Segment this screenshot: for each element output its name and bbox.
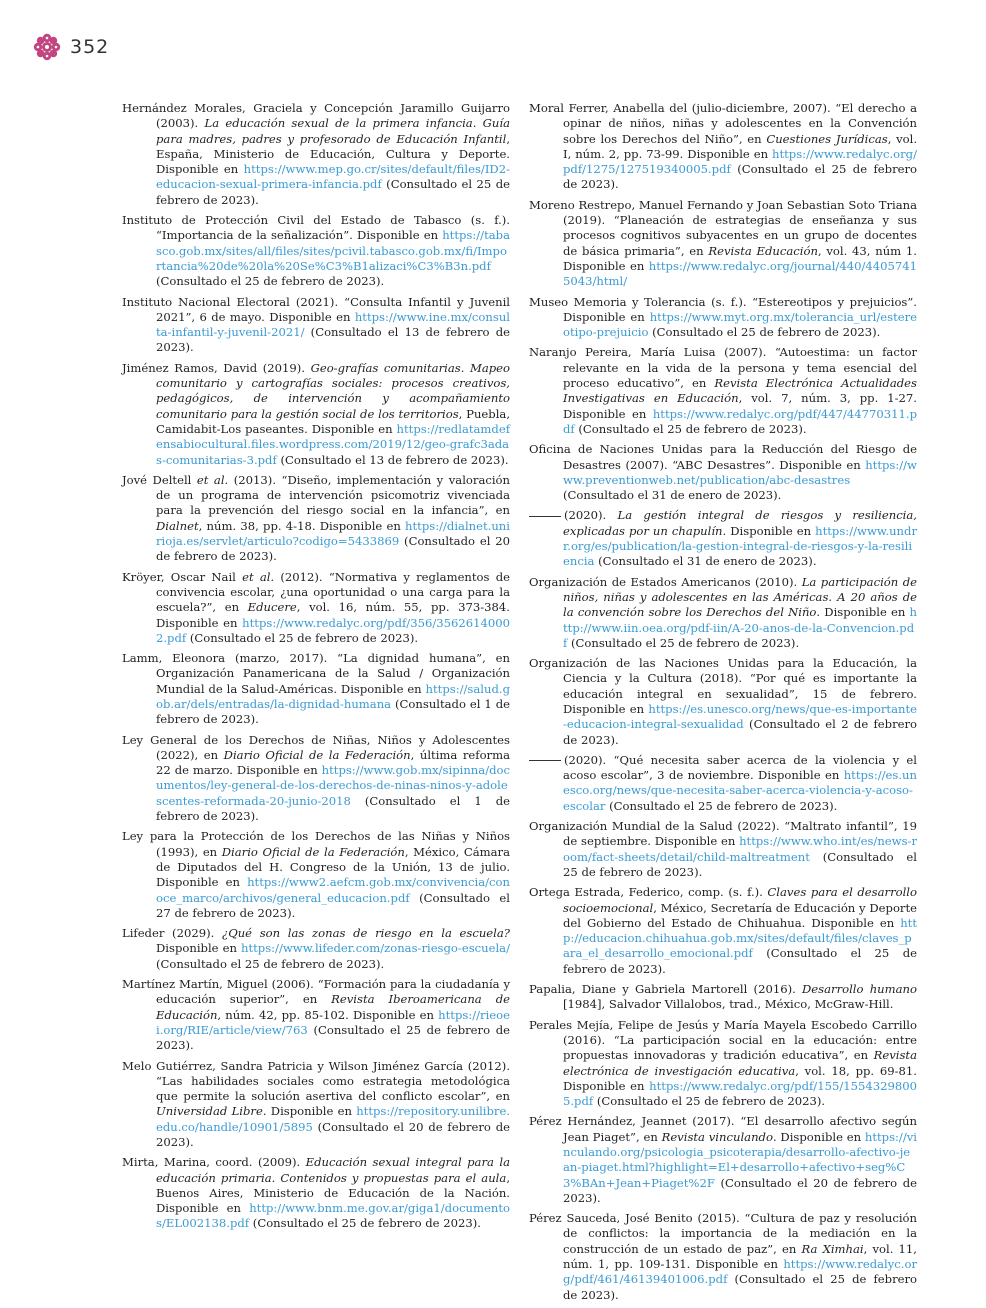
lotus-ornament-icon (32, 32, 62, 62)
reference-text: (Consultado el 31 de enero de 2023). (594, 554, 817, 569)
reference-text: (Consultado el 25 de febrero de 2023). (567, 635, 800, 650)
reference-url-link[interactable]: https://www.myt.org.mx/tolerancia_url/estereotipo-prejuicio (563, 309, 917, 340)
reference-italic-title: Claves para el desarrollo socioemocional (563, 885, 917, 915)
reference-text: (Consultado el 27 de febrero de 2023). (156, 890, 510, 920)
reference-text: Hernández Morales, Graciela y Concepción Jaramillo Guijarro (2003). (122, 101, 510, 131)
reference-text: , México, Cámara de Diputados del H. Congreso de la Unión, 13 de julio. Disponible en (156, 844, 510, 890)
reference-text: Ley General de los Derechos de Niñas, Niños y Adolescentes (2022), en (122, 732, 510, 762)
reference-entry (122, 829, 510, 921)
reference-text: , vol. I, núm. 2, pp. 73-99. Disponible en (563, 131, 918, 161)
reference-url-link[interactable]: https://www.mep.go.cr/sites/default/files/ID2-educacion-sexual-primera-infancia.pdf (156, 162, 510, 192)
reference-text: Moral Ferrer, Anabella del (julio-diciembre, 2007). “El derecho a opinar de niños, niñas y adolescentes en la Convención sobre los Derechos del Niño”, en (529, 101, 917, 146)
reference-text: Disponible en (156, 941, 241, 956)
reference-text: Lifeder (2029). (122, 926, 222, 941)
reference-entry (529, 101, 917, 193)
reference-text: (2020). (564, 508, 618, 523)
reference-text: (Consultado el 25 de febrero de 2023). (574, 421, 807, 436)
reference-entry (122, 733, 510, 825)
reference-url-link[interactable]: http://educacion.chihuahua.gob.mx/sites/default/files/claves_para_el_desarrollo_emocional.pdf (563, 915, 917, 961)
reference-entry (529, 508, 917, 569)
reference-italic-title: Geo-grafías comunitarias. Mapeo comunitario y cartografías sociales: procesos creativos, pedagógicos, de intervención y acompañamiento comunitario para la gestión social de los territorios (156, 360, 510, 421)
reference-text: , vol. 11, núm. 1, pp. 109-131. Disponible en (563, 1241, 917, 1272)
reference-entry (122, 473, 510, 565)
reference-entry (529, 1018, 917, 1110)
reference-italic-title: Revista Educación (708, 243, 818, 258)
reference-text: (Consultado el 25 de febrero de 2023). (593, 1094, 826, 1109)
reference-italic-title: Revista Iberoamericana de Educación (156, 992, 510, 1022)
reference-italic-title: La gestión integral de riesgos y resiliencia, explicadas por un chapulín (563, 508, 917, 538)
reference-url-link[interactable]: https://redlatamdefensabiocultural.files.wordpress.com/2019/12/geo-grafc3adas-comunitarias-3.pdf (156, 421, 510, 467)
reference-italic-title: et al. (242, 569, 275, 584)
reference-entry (529, 345, 917, 437)
reference-entry (529, 295, 917, 341)
reference-url-link[interactable]: https://www.redalyc.org/pdf/356/35626140002.pdf (156, 615, 510, 645)
reference-text: (Consultado el 25 de febrero de 2023). (156, 274, 385, 289)
reference-italic-title: Ra Ximhai (801, 1241, 864, 1256)
reference-text: Kröyer, Oscar Nail (122, 569, 243, 584)
reference-text: [1984], Salvador Villalobos, trad., México, McGraw-Hill. (563, 997, 894, 1012)
reference-text: , última reforma 22 de marzo. Disponible en (156, 747, 510, 778)
reference-text: , vol. 43, núm 1. Disponible en (563, 243, 917, 273)
reference-text: (Consultado el 25 de febrero de 2023). (563, 162, 917, 192)
reference-entry (122, 101, 510, 208)
reference-url-link[interactable]: http://www.bnm.me.gov.ar/giga1/documentos/EL002138.pdf (156, 1201, 510, 1231)
reference-url-link[interactable]: https://www.preventionweb.net/publication/abc-desastres (563, 457, 917, 487)
reference-text: , vol. 16, núm. 55, pp. 373-384. Disponible en (156, 600, 510, 630)
reference-url-link[interactable]: https://dialnet.unirioja.es/servlet/articulo?codigo=5433869 (156, 518, 510, 549)
reference-text: Museo Memoria y Tolerancia (s. f.). “Estereotipos y prejuicios”. Disponible en (529, 294, 917, 324)
reference-entry (122, 926, 510, 972)
reference-entry (529, 885, 917, 977)
reference-url-link[interactable]: https://www.lifeder.com/zonas-riesgo-escuela/ (240, 941, 510, 956)
reference-url-link[interactable]: https://www.redalyc.org/pdf/155/15543298005.pdf (563, 1078, 917, 1109)
reference-text: Ley para la Protección de los Derechos de las Niñas y Niños (1993), en (122, 829, 510, 859)
reference-url-link[interactable]: https://www.redalyc.org/pdf/447/44770311.pdf (563, 406, 917, 436)
reference-italic-title: Cuestiones Jurídicas (766, 131, 888, 146)
references-column-left (122, 101, 510, 1237)
reference-entry (122, 1155, 510, 1231)
reference-text: , núm. 38, pp. 4-18. Disponible en (198, 518, 406, 533)
reference-text: (Consultado el 20 de febrero de 2023). (156, 1119, 510, 1149)
reference-italic-title: Revista vinculando (661, 1129, 773, 1144)
reference-text: , vol. 7, núm. 3, pp. 1-27. Disponible en (563, 391, 917, 421)
reference-italic-title: ¿Qué son las zonas de riesgo en la escuela? (221, 926, 510, 941)
reference-url-link[interactable]: https://www.undrr.org/es/publication/la-gestion-integral-de-riesgos-y-la-resiliencia (563, 523, 917, 569)
reference-text: , vol. 18, pp. 69-81. Disponible en (563, 1063, 917, 1093)
reference-italic-title: Educere (247, 600, 297, 615)
reference-text: (Consultado el 25 de febrero de 2023). (186, 630, 419, 645)
reference-text: (Consultado el 25 de febrero de 2023). (648, 325, 881, 340)
reference-text: (2013). “Diseño, implementación y valoración de un programa de intervención psicomotriz vivenciada para la prevención del riesgo social en la infancia”, en (156, 472, 511, 518)
reference-text: , España, Ministerio de Educación, Cultura y Deporte. Disponible en (156, 131, 510, 177)
reference-url-link[interactable]: https://repository.unilibre.edu.co/handle/10901/5895 (156, 1104, 510, 1134)
page-number: 352 (70, 36, 110, 58)
reference-text: Martínez Martín, Miguel (2006). “Formación para la ciudadanía y educación superior”, en (122, 977, 510, 1007)
reference-text: (Consultado el 25 de febrero de 2023). (156, 177, 510, 207)
reference-entry (122, 213, 510, 289)
reference-text: Mirta, Marina, coord. (2009). (122, 1155, 306, 1170)
reference-text: Papalia, Diane y Gabriela Martorell (2016). (529, 982, 803, 997)
reference-entry (122, 295, 510, 356)
reference-text: (Consultado el 13 de febrero de 2023). (156, 325, 510, 355)
references-column-right (529, 101, 917, 1308)
reference-italic-title: Diario Oficial de la Federación (223, 747, 411, 762)
reference-text: (2012). “Normativa y reglamentos de convivencia escolar, ¿una oportunidad o una carga para la escuela?”, en (156, 569, 510, 615)
reference-url-link[interactable]: https://www.redalyc.org/pdf/461/46139401006.pdf (563, 1257, 917, 1287)
reference-text: . Disponible en (722, 523, 816, 538)
reference-text: . Disponible en (262, 1104, 357, 1119)
reference-italic-title: Educación sexual integral para la educación primaria. Contenidos y propuestas para el aula (156, 1155, 510, 1185)
reference-text: , México, Secretaría de Educación y Deporte del Gobierno del Estado de Chihuahua. Disponible en (563, 900, 917, 930)
reference-text: (Consultado el 1 de febrero de 2023). (156, 793, 510, 824)
reference-text: (Consultado el 20 de febrero de 2023). (156, 534, 510, 564)
reference-entry (529, 656, 917, 748)
reference-italic-title: Desarrollo humano (802, 982, 918, 997)
reference-text: Oficina de Naciones Unidas para la Reducción del Riesgo de Desastres (2007). “ABC Desastres”. Disponible en (529, 442, 917, 472)
reference-text: (Consultado el 25 de febrero de 2023). (563, 849, 917, 879)
reference-entry (529, 982, 917, 1013)
reference-url-link[interactable]: https://rieoei.org/RIE/article/view/763 (156, 1007, 510, 1037)
reference-entry (122, 651, 510, 727)
reference-text: . Disponible en (772, 1129, 865, 1144)
reference-entry (529, 1114, 917, 1206)
reference-text: Moreno Restrepo, Manuel Fernando y Joan Sebastian Soto Triana (2019). “Planeación de estrategias de enseñanza y sus procesos cognitivos subyacentes en un grupo de docentes de básica primaria”, en (529, 197, 917, 258)
reference-text: Naranjo Pereira, María Luisa (2007). “Autoestima: un factor relevante en la vida de la persona y tema esencial del proceso educativo”, en (529, 345, 917, 391)
reference-text: Instituto Nacional Electoral (2021). “Consulta Infantil y Juvenil 2021”, 6 de mayo. Disponible en (122, 294, 510, 324)
reference-text: (Consultado el 25 de febrero de 2023). (605, 798, 838, 813)
reference-entry (529, 1211, 917, 1303)
reference-text: (Consultado el 2 de febrero de 2023). (563, 717, 917, 747)
reference-italic-title: La participación de niños, niñas y adolescentes en las Américas. A 20 años de la convención sobre los Derechos del Niño (563, 574, 917, 620)
reference-text: Melo Gutiérrez, Sandra Patricia y Wilson Jiménez García (2012). “Las habilidades sociales como estrategia metodológica que permite la solución asertiva del conflicto escolar”, en (122, 1058, 510, 1104)
reference-url-link[interactable]: https://www.who.int/es/news-room/fact-sheets/detail/child-maltreatment (563, 834, 917, 864)
reference-url-link[interactable]: https://www.redalyc.org/pdf/1275/127519340005.pdf (563, 146, 917, 177)
reference-text: Jové Deltell (122, 472, 197, 487)
reference-url-link[interactable]: https://www.ine.mx/consulta-infantil-y-juvenil-2021/ (156, 309, 510, 340)
reference-entry (122, 977, 510, 1053)
reference-italic-title: Universidad Libre (156, 1104, 263, 1119)
reference-text: Pérez Sauceda, José Benito (2015). “Cultura de paz y resolución de conflictos: la importancia de la mediación en la construcción de un estado de paz”, en (529, 1211, 917, 1256)
reference-entry (122, 1059, 510, 1151)
reference-text: Organización Mundial de la Salud (2022). “Maltrato infantil”, 19 de septiembre. Disponible en (529, 819, 917, 849)
reference-text: (Consultado el 1 de febrero de 2023). (156, 696, 510, 727)
reference-text: Organización de Estados Americanos (2010). (529, 574, 802, 589)
reference-italic-title: Revista Electrónica Actualidades Investigativas en Educación (563, 376, 917, 406)
reference-text: (Consultado el 25 de febrero de 2023). (156, 1022, 510, 1053)
reference-text: Pérez Hernández, Jeannet (2017). “El desarrollo afectivo según Jean Piaget”, en (529, 1114, 917, 1144)
reference-entry (529, 819, 917, 880)
reference-italic-title: La educación sexual de la primera infancia. Guía para madres, padres y profesorado de Educación Infantil (156, 116, 510, 146)
reference-italic-title: Dialnet (156, 518, 199, 533)
reference-text: Perales Mejía, Felipe de Jesús y María Mayela Escobedo Carrillo (2016). “La participación social en la educación: entre propuestas innovadoras y tradición educativa”, en (529, 1017, 917, 1063)
reference-text: (Consultado el 25 de febrero de 2023). (563, 1272, 917, 1302)
repeated-author-dash (529, 760, 561, 761)
reference-text: , Buenos Aires, Ministerio de Educación de la Nación. Disponible en (156, 1170, 510, 1216)
reference-text: (Consultado el 25 de febrero de 2023). (156, 956, 385, 971)
reference-italic-title: Diario Oficial de la Federación (221, 844, 405, 859)
reference-text: Organización de las Naciones Unidas para la Educación, la Ciencia y la Cultura (2018). “Por qué es importante la educación integral en sexualidad”, 15 de febrero. Disponible en (529, 656, 917, 716)
reference-text: , núm. 42, pp. 85-102. Disponible en (217, 1007, 439, 1022)
reference-url-link[interactable]: https://www.redalyc.org/journal/440/44057415043/html/ (563, 258, 917, 289)
reference-url-link[interactable]: https://www2.aefcm.gob.mx/convivencia/conoce_marco/archivos/general_educacion.pdf (156, 875, 510, 905)
reference-entry (122, 361, 510, 468)
reference-entry (529, 198, 917, 290)
reference-url-link[interactable]: https://vinculando.org/psicologia_psicoterapia/desarrollo-afectivo-jean-piaget.html?highlight=El+desarrollo+afectivo+seg%C3%BAn+Jean+Piaget%2F (563, 1129, 918, 1190)
reference-text: Jiménez Ramos, David (2019). (122, 360, 311, 375)
reference-text: (Consultado el 20 de febrero de 2023). (563, 1175, 917, 1205)
reference-text: (2020). “Qué necesita saber acerca de la violencia y el acoso escolar”, 3 de noviembre. Disponible en (563, 752, 917, 783)
page-header (32, 32, 109, 62)
reference-entry (529, 753, 917, 814)
repeated-author-dash (529, 516, 561, 517)
reference-text: Instituto de Protección Civil del Estado de Tabasco (s. f.). “Importancia de la señalización”. Disponible en (122, 213, 510, 243)
reference-url-link[interactable]: https://es.unesco.org/news/que-necesita-saber-acerca-violencia-y-acoso-escolar (563, 768, 917, 813)
reference-text: Ortega Estrada, Federico, comp. (s. f.). (529, 885, 768, 900)
reference-text: (Consultado el 25 de febrero de 2023). (249, 1216, 481, 1231)
reference-text: (Consultado el 25 de febrero de 2023). (563, 946, 917, 976)
reference-text: Lamm, Eleonora (marzo, 2017). “La dignidad humana”, en Organización Panamericana de la Salud / Organización Mundial de la Salud-Américas. Disponible en (122, 651, 510, 696)
reference-entry (529, 575, 917, 651)
reference-entry (122, 570, 510, 646)
reference-text: (Consultado el 31 de enero de 2023). (563, 488, 782, 503)
reference-url-link[interactable]: https://es.unesco.org/news/que-es-importante-educacion-integral-sexualidad (563, 701, 917, 732)
reference-url-link[interactable]: http://www.iin.oea.org/pdf-iin/A-20-anos-de-la-Convencion.pdf (563, 605, 917, 650)
reference-url-link[interactable]: https://www.gob.mx/sipinna/documentos/ley-general-de-los-derechos-de-ninas-ninos-y-adolescentes-reformada-20-junio-2018 (156, 763, 510, 808)
reference-italic-title: et al. (196, 472, 229, 487)
reference-entry (529, 442, 917, 503)
reference-url-link[interactable]: https://salud.gob.ar/dels/entradas/la-dignidad-humana (156, 681, 510, 711)
reference-text: (Consultado el 13 de febrero de 2023). (276, 452, 509, 467)
reference-text: , Puebla, Camidabit-Los paseantes. Disponible en (156, 406, 510, 436)
reference-url-link[interactable]: https://tabasco.gob.mx/sites/all/files/sites/pcivil.tabasco.gob.mx/fi/Importancia%20de%20la%20Se%C3%B1alizaci%C3%B3n.pdf (156, 228, 510, 273)
reference-italic-title: Revista electrónica de investigación educativa (563, 1048, 917, 1078)
reference-text: . Disponible en (816, 605, 910, 620)
